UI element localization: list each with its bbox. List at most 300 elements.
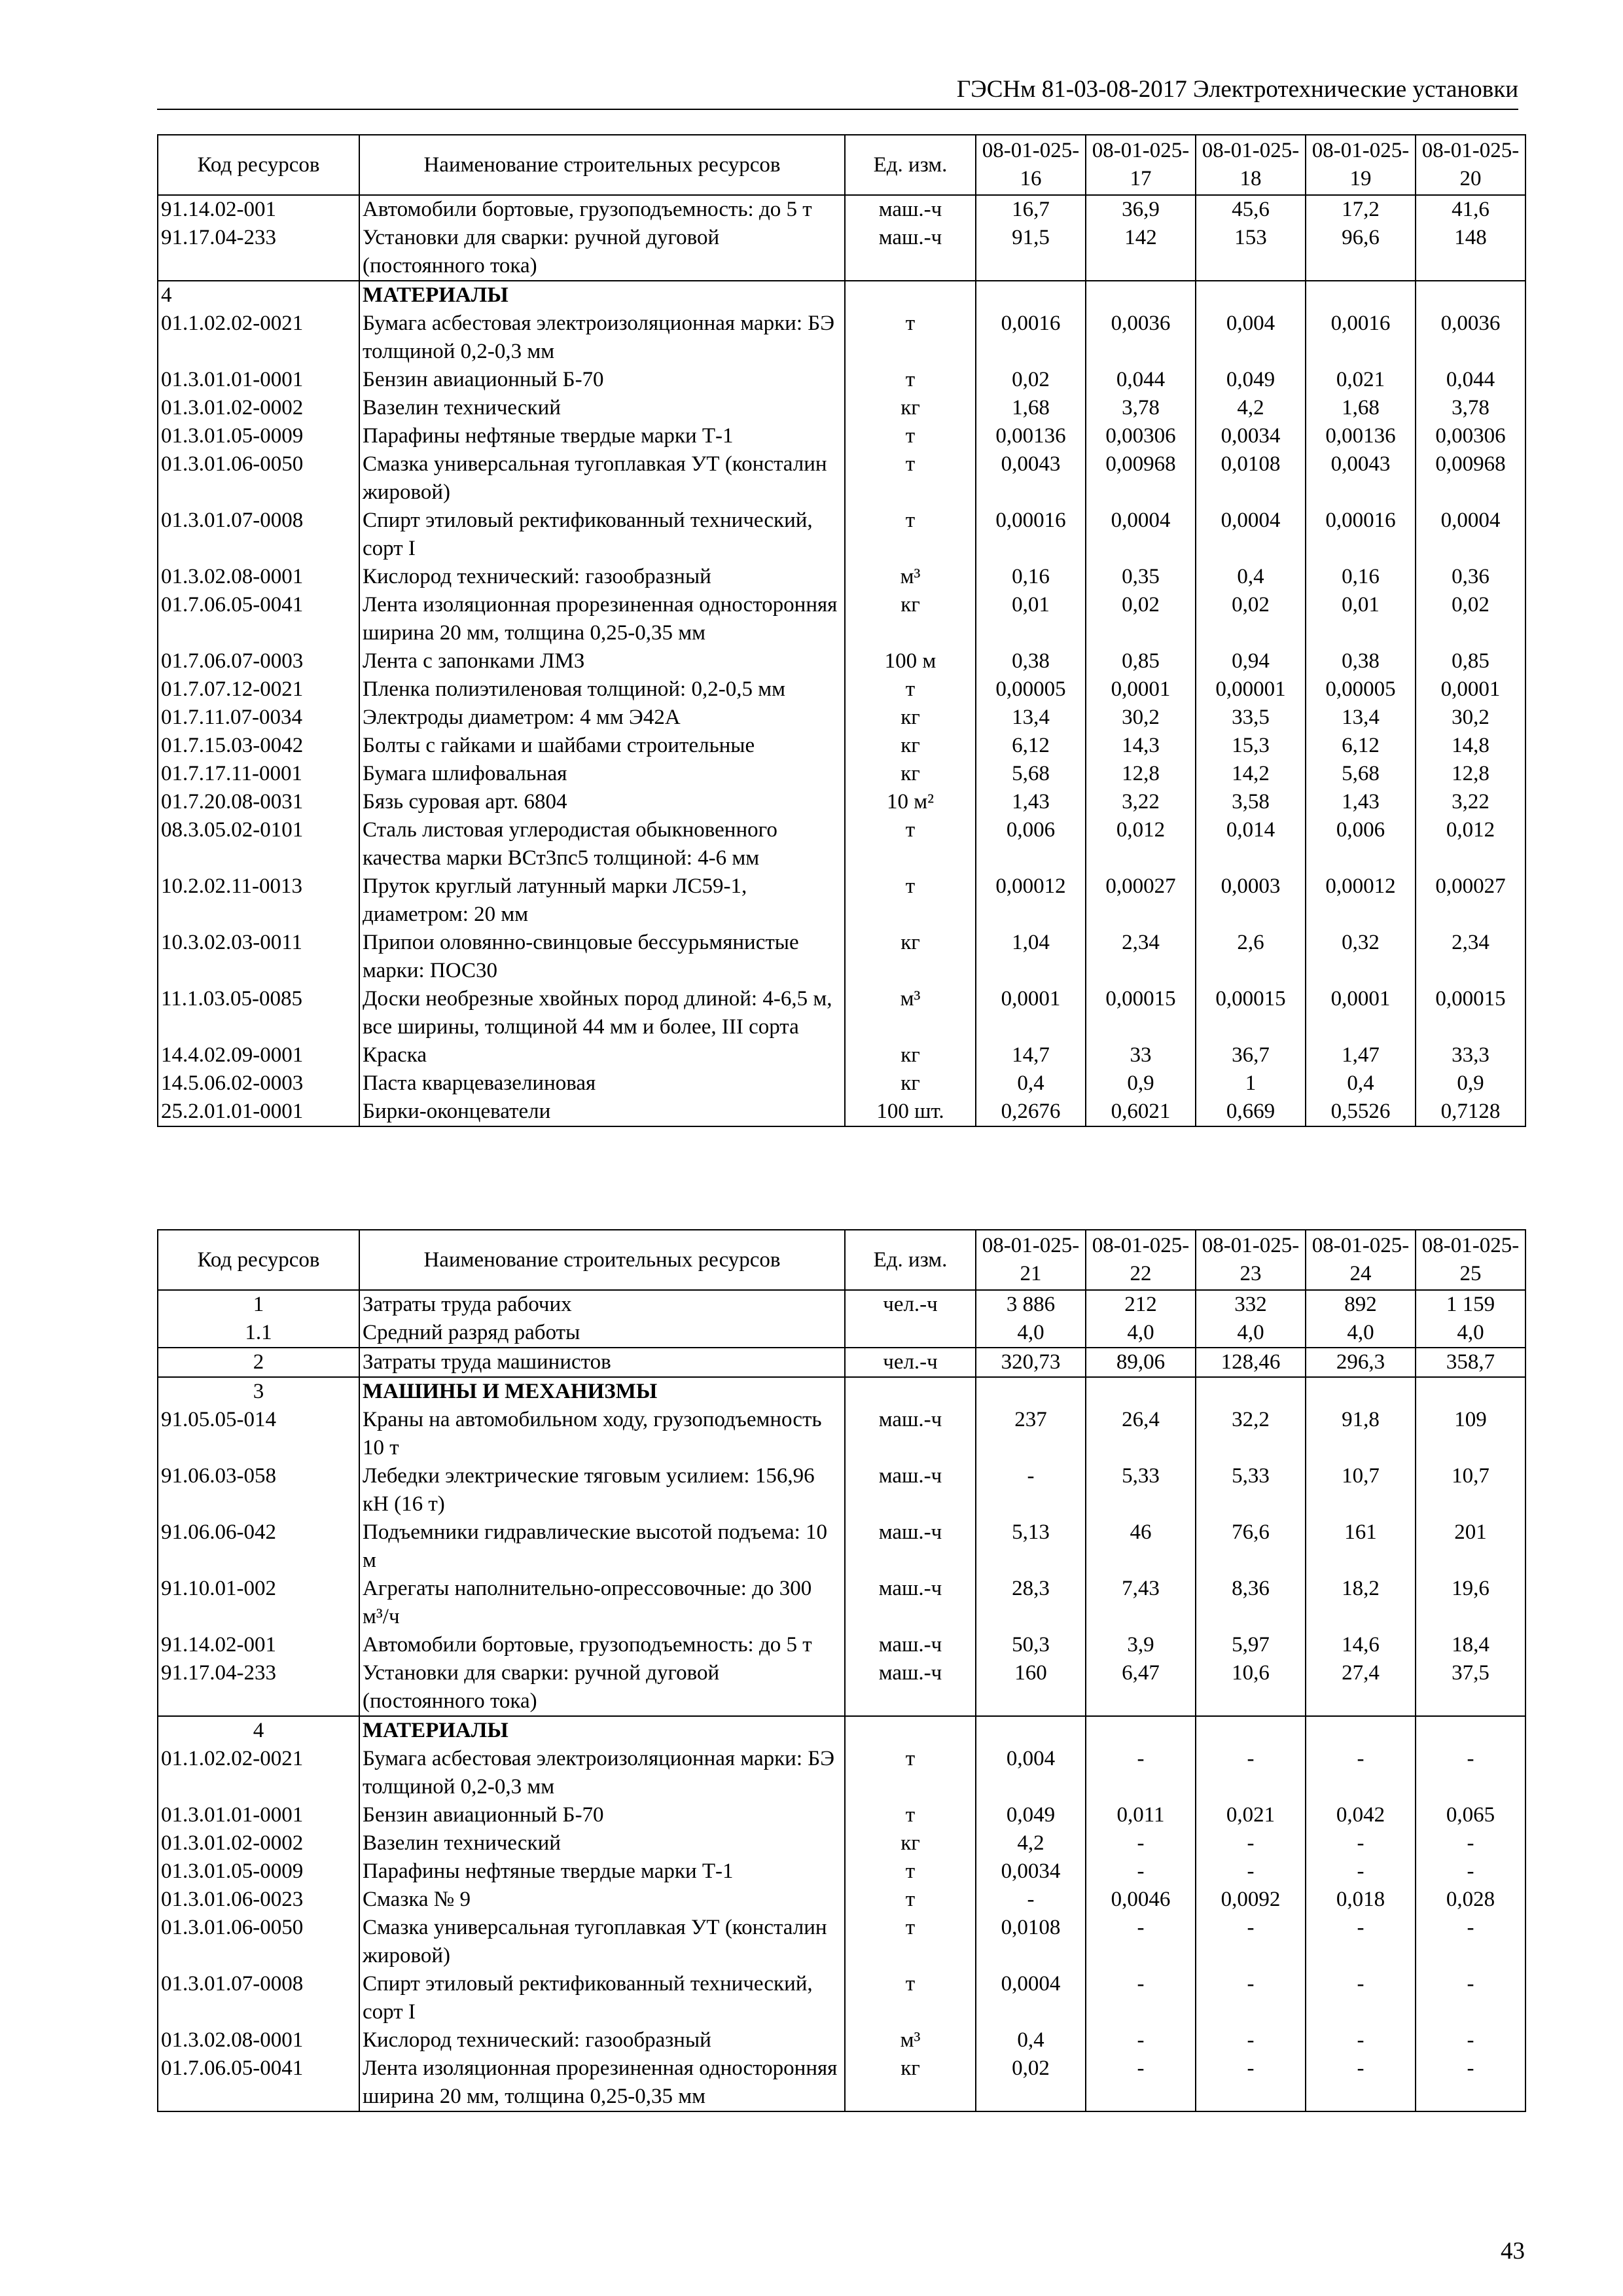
table-row <box>158 1041 1525 1069</box>
resource-unit: маш.-ч <box>845 1631 976 1659</box>
resource-code: 2 <box>158 1348 359 1377</box>
resource-unit: м³ <box>845 563 976 591</box>
norm-value: 358,7 <box>1416 1348 1525 1377</box>
resource-code: 01.7.07.12-0021 <box>158 675 359 704</box>
norm-value: 0,00027 <box>1416 872 1525 929</box>
norm-value: - <box>1086 2054 1196 2111</box>
norm-value: - <box>1086 1857 1196 1886</box>
norm-value: 128,46 <box>1196 1348 1306 1377</box>
resource-unit: кг <box>845 2054 976 2111</box>
resource-code: 01.3.02.08-0001 <box>158 563 359 591</box>
norm-value: 0,0001 <box>1086 675 1196 704</box>
resource-code: 01.7.11.07-0034 <box>158 704 359 732</box>
norm-value <box>1306 1716 1416 1745</box>
resource-unit: т <box>845 1970 976 2026</box>
resource-name: Кислород технический: газообразный <box>359 563 845 591</box>
table-row <box>158 985 1525 1041</box>
resource-name: Бензин авиационный Б-70 <box>359 366 845 394</box>
table-row <box>158 816 1525 872</box>
table-row <box>158 366 1525 394</box>
norm-value: - <box>1196 1857 1306 1886</box>
norm-value: 0,38 <box>976 647 1086 675</box>
norm-value: - <box>1416 1914 1525 1970</box>
norm-value: - <box>1306 2054 1416 2111</box>
resource-name: Спирт этиловый ректификованный технический, сорт I <box>359 507 845 563</box>
norm-value: 5,33 <box>1196 1462 1306 1518</box>
norm-value: 0,00012 <box>976 872 1086 929</box>
norm-value: 0,16 <box>976 563 1086 591</box>
norm-value: 0,01 <box>1306 591 1416 647</box>
resource-name: Смазка № 9 <box>359 1886 845 1914</box>
table-row <box>158 1462 1525 1518</box>
resource-code: 11.1.03.05-0085 <box>158 985 359 1041</box>
norm-value: 892 <box>1306 1290 1416 1319</box>
norm-value: - <box>976 1886 1086 1914</box>
resource-name: Лебедки электрические тяговым усилием: 156,96 кН (16 т) <box>359 1462 845 1518</box>
norm-value: 0,0001 <box>976 985 1086 1041</box>
resource-unit: кг <box>845 394 976 422</box>
col-header-code: Код ресурсов <box>158 135 359 195</box>
norm-value: 160 <box>976 1659 1086 1716</box>
norm-value: 5,68 <box>1306 760 1416 788</box>
norm-value: - <box>1306 1970 1416 2026</box>
norm-value: 0,006 <box>976 816 1086 872</box>
norm-value: 0,0092 <box>1196 1886 1306 1914</box>
norm-value: 0,004 <box>976 1745 1086 1801</box>
norm-value: 0,00012 <box>1306 872 1416 929</box>
resource-name: Сталь листовая углеродистая обыкновенного качества марки ВСт3пс5 толщиной: 4-6 мм <box>359 816 845 872</box>
norm-value <box>1086 1377 1196 1406</box>
norm-value <box>1306 281 1416 310</box>
resource-unit: маш.-ч <box>845 1659 976 1716</box>
resource-unit <box>845 1319 976 1348</box>
resources-table-1 <box>157 134 1526 1127</box>
table-row <box>158 2054 1525 2111</box>
resource-code: 01.7.17.11-0001 <box>158 760 359 788</box>
norm-value: 3,9 <box>1086 1631 1196 1659</box>
resource-unit: кг <box>845 591 976 647</box>
norm-value: 5,97 <box>1196 1631 1306 1659</box>
norm-value: 3,78 <box>1416 394 1525 422</box>
norm-value: 18,2 <box>1306 1575 1416 1631</box>
resource-code: 01.7.15.03-0042 <box>158 732 359 760</box>
norm-value: 0,011 <box>1086 1801 1196 1829</box>
norm-value: 46 <box>1086 1518 1196 1575</box>
resource-code: 01.3.01.05-0009 <box>158 422 359 450</box>
norm-value: - <box>1306 1914 1416 1970</box>
resource-unit: кг <box>845 1829 976 1857</box>
norm-value: 332 <box>1196 1290 1306 1319</box>
col-header-norm: 08-01-025-22 <box>1086 1230 1196 1290</box>
norm-value <box>1086 1716 1196 1745</box>
norm-value: - <box>1196 2026 1306 2054</box>
norm-value: 8,36 <box>1196 1575 1306 1631</box>
norm-value: 0,00136 <box>1306 422 1416 450</box>
resource-unit: маш.-ч <box>845 224 976 281</box>
resource-code: 4 <box>158 281 359 310</box>
col-header-norm: 08-01-025-23 <box>1196 1230 1306 1290</box>
table-row <box>158 1829 1525 1857</box>
resource-unit <box>845 281 976 310</box>
table-row <box>158 1801 1525 1829</box>
resource-code: 01.3.01.01-0001 <box>158 366 359 394</box>
resource-unit: т <box>845 872 976 929</box>
norm-value: - <box>1196 1745 1306 1801</box>
norm-value: 50,3 <box>976 1631 1086 1659</box>
resource-code: 01.3.02.08-0001 <box>158 2026 359 2054</box>
table-row <box>158 563 1525 591</box>
norm-value: - <box>1416 1745 1525 1801</box>
resource-code: 91.10.01-002 <box>158 1575 359 1631</box>
table-row <box>158 1290 1525 1319</box>
resource-name: Бензин авиационный Б-70 <box>359 1801 845 1829</box>
table-row <box>158 1886 1525 1914</box>
norm-value: 1,43 <box>1306 788 1416 816</box>
norm-value <box>976 1377 1086 1406</box>
resource-name: Средний разряд работы <box>359 1319 845 1348</box>
col-header-norm: 08-01-025-19 <box>1306 135 1416 195</box>
norm-value: 0,02 <box>1416 591 1525 647</box>
norm-value: 0,004 <box>1196 310 1306 366</box>
norm-value: - <box>1086 1914 1196 1970</box>
resource-code: 01.1.02.02-0021 <box>158 310 359 366</box>
norm-value: 0,36 <box>1416 563 1525 591</box>
norm-value: 5,68 <box>976 760 1086 788</box>
norm-value: 0,0001 <box>1306 985 1416 1041</box>
norm-value: 0,00015 <box>1086 985 1196 1041</box>
resource-unit: т <box>845 1857 976 1886</box>
norm-value: 0,049 <box>976 1801 1086 1829</box>
resource-code: 1.1 <box>158 1319 359 1348</box>
norm-value: 212 <box>1086 1290 1196 1319</box>
col-header-unit: Ед. изм. <box>845 135 976 195</box>
section-row <box>158 1348 1525 1377</box>
table-row <box>158 872 1525 929</box>
norm-value: 3,78 <box>1086 394 1196 422</box>
norm-value: - <box>1306 1857 1416 1886</box>
table-row <box>158 2026 1525 2054</box>
norm-value: 12,8 <box>1086 760 1196 788</box>
resource-name: Бумага асбестовая электроизоляционная марки: БЭ толщиной 0,2-0,3 мм <box>359 310 845 366</box>
norm-value: 0,00016 <box>976 507 1086 563</box>
norm-value: 0,028 <box>1416 1886 1525 1914</box>
resource-name: Спирт этиловый ректификованный технический, сорт I <box>359 1970 845 2026</box>
resource-name: Паста кварцевазелиновая <box>359 1069 845 1098</box>
resource-name: Пленка полиэтиленовая толщиной: 0,2-0,5 мм <box>359 675 845 704</box>
norm-value: 41,6 <box>1416 195 1525 224</box>
norm-value: 0,02 <box>976 2054 1086 2111</box>
resource-name: Вазелин технический <box>359 394 845 422</box>
resource-code: 91.17.04-233 <box>158 1659 359 1716</box>
norm-value: 18,4 <box>1416 1631 1525 1659</box>
resource-unit: т <box>845 310 976 366</box>
resource-unit: кг <box>845 704 976 732</box>
resource-name: Вазелин технический <box>359 1829 845 1857</box>
norm-value: 0,4 <box>976 2026 1086 2054</box>
resource-unit: т <box>845 675 976 704</box>
table-row <box>158 732 1525 760</box>
norm-value: 13,4 <box>976 704 1086 732</box>
norm-value: - <box>1416 1970 1525 2026</box>
resource-code: 25.2.01.01-0001 <box>158 1098 359 1126</box>
table-row <box>158 224 1525 281</box>
table-row <box>158 1069 1525 1098</box>
norm-value: 0,014 <box>1196 816 1306 872</box>
resource-name: Электроды диаметром: 4 мм Э42А <box>359 704 845 732</box>
resource-unit <box>845 1377 976 1406</box>
norm-value: 6,12 <box>976 732 1086 760</box>
table-row <box>158 929 1525 985</box>
section-row <box>158 1716 1525 1745</box>
resource-unit: маш.-ч <box>845 1518 976 1575</box>
norm-value: 2,34 <box>1416 929 1525 985</box>
norm-value: 2,6 <box>1196 929 1306 985</box>
norm-value: 148 <box>1416 224 1525 281</box>
resource-unit: 100 м <box>845 647 976 675</box>
norm-value: 296,3 <box>1306 1348 1416 1377</box>
norm-value: 19,6 <box>1416 1575 1525 1631</box>
resource-code: 91.14.02-001 <box>158 1631 359 1659</box>
norm-value: 27,4 <box>1306 1659 1416 1716</box>
resource-unit: маш.-ч <box>845 1406 976 1462</box>
norm-value: 3 886 <box>976 1290 1086 1319</box>
norm-value: 0,0001 <box>1416 675 1525 704</box>
resource-code: 10.2.02.11-0013 <box>158 872 359 929</box>
norm-value: 0,065 <box>1416 1801 1525 1829</box>
resource-unit: 100 шт. <box>845 1098 976 1126</box>
col-header-norm: 08-01-025-18 <box>1196 135 1306 195</box>
col-header-norm: 08-01-025-17 <box>1086 135 1196 195</box>
norm-value: 0,0036 <box>1086 310 1196 366</box>
resource-unit: т <box>845 1745 976 1801</box>
norm-value: 5,33 <box>1086 1462 1196 1518</box>
resource-name: Бумага асбестовая электроизоляционная марки: БЭ толщиной 0,2-0,3 мм <box>359 1745 845 1801</box>
table-row <box>158 1406 1525 1462</box>
norm-value: 15,3 <box>1196 732 1306 760</box>
norm-value: 4,0 <box>1416 1319 1525 1348</box>
table-row <box>158 507 1525 563</box>
norm-value: 153 <box>1196 224 1306 281</box>
norm-value: - <box>1086 1829 1196 1857</box>
norm-value: 0,00968 <box>1086 450 1196 507</box>
resource-unit: маш.-ч <box>845 1575 976 1631</box>
norm-value: 17,2 <box>1306 195 1416 224</box>
resource-name: Затраты труда машинистов <box>359 1348 845 1377</box>
norm-value: 1,47 <box>1306 1041 1416 1069</box>
table-row <box>158 1914 1525 1970</box>
resource-code: 01.3.01.07-0008 <box>158 1970 359 2026</box>
norm-value: 91,8 <box>1306 1406 1416 1462</box>
resource-code: 01.3.01.05-0009 <box>158 1857 359 1886</box>
norm-value: - <box>1416 2054 1525 2111</box>
resource-unit: кг <box>845 1069 976 1098</box>
norm-value: 142 <box>1086 224 1196 281</box>
table-row <box>158 675 1525 704</box>
norm-value: 0,018 <box>1306 1886 1416 1914</box>
resource-unit: т <box>845 507 976 563</box>
table-row <box>158 1659 1525 1716</box>
section-row <box>158 281 1525 310</box>
resource-code: 01.3.01.06-0050 <box>158 450 359 507</box>
col-header-name: Наименование строительных ресурсов <box>359 135 845 195</box>
resource-unit: маш.-ч <box>845 195 976 224</box>
resource-unit: т <box>845 1886 976 1914</box>
resource-unit: т <box>845 816 976 872</box>
section-row <box>158 1377 1525 1406</box>
col-header-norm: 08-01-025-21 <box>976 1230 1086 1290</box>
norm-value: 237 <box>976 1406 1086 1462</box>
resource-code: 01.1.02.02-0021 <box>158 1745 359 1801</box>
norm-value: - <box>976 1462 1086 1518</box>
table-row <box>158 704 1525 732</box>
norm-value: 0,0046 <box>1086 1886 1196 1914</box>
norm-value: 10,6 <box>1196 1659 1306 1716</box>
norm-value: 0,012 <box>1086 816 1196 872</box>
norm-value: - <box>1196 1829 1306 1857</box>
norm-value: 0,32 <box>1306 929 1416 985</box>
norm-value: 0,9 <box>1086 1069 1196 1098</box>
resource-code: 91.14.02-001 <box>158 195 359 224</box>
norm-value: 3,22 <box>1086 788 1196 816</box>
resource-code: 14.4.02.09-0001 <box>158 1041 359 1069</box>
norm-value: 5,13 <box>976 1518 1086 1575</box>
norm-value: 0,044 <box>1416 366 1525 394</box>
resource-unit: кг <box>845 760 976 788</box>
resource-unit: т <box>845 450 976 507</box>
resource-name: Затраты труда рабочих <box>359 1290 845 1319</box>
norm-value: 76,6 <box>1196 1518 1306 1575</box>
norm-value: 0,4 <box>1196 563 1306 591</box>
table-row <box>158 1575 1525 1631</box>
norm-value: - <box>1416 1857 1525 1886</box>
norm-value: 28,3 <box>976 1575 1086 1631</box>
col-header-unit: Ед. изм. <box>845 1230 976 1290</box>
norm-value: 4,2 <box>1196 394 1306 422</box>
norm-value: 10,7 <box>1416 1462 1525 1518</box>
resource-unit: 10 м² <box>845 788 976 816</box>
norm-value: 14,7 <box>976 1041 1086 1069</box>
norm-value: 0,0034 <box>976 1857 1086 1886</box>
resource-name: Автомобили бортовые, грузоподъемность: до 5 т <box>359 1631 845 1659</box>
resource-name: Лента изоляционная прорезиненная односторонняя ширина 20 мм, толщина 0,25-0,35 мм <box>359 591 845 647</box>
resource-code: 08.3.05.02-0101 <box>158 816 359 872</box>
resource-name: Болты с гайками и шайбами строительные <box>359 732 845 760</box>
col-header-norm: 08-01-025-24 <box>1306 1230 1416 1290</box>
resource-code: 01.7.06.05-0041 <box>158 591 359 647</box>
resource-name: Автомобили бортовые, грузоподъемность: до 5 т <box>359 195 845 224</box>
norm-value: 0,4 <box>976 1069 1086 1098</box>
resource-code: 4 <box>158 1716 359 1745</box>
resource-code: 3 <box>158 1377 359 1406</box>
resource-name: МАШИНЫ И МЕХАНИЗМЫ <box>359 1377 845 1406</box>
resource-name: Припои оловянно-свинцовые бессурьмянистые марки: ПОС30 <box>359 929 845 985</box>
norm-value: 0,00016 <box>1306 507 1416 563</box>
norm-value: 0,6021 <box>1086 1098 1196 1126</box>
table-row <box>158 1745 1525 1801</box>
norm-value: 91,5 <box>976 224 1086 281</box>
norm-value: 0,021 <box>1196 1801 1306 1829</box>
resource-unit: кг <box>845 929 976 985</box>
norm-value: 0,0016 <box>1306 310 1416 366</box>
norm-value: 6,12 <box>1306 732 1416 760</box>
norm-value: - <box>1416 2026 1525 2054</box>
norm-value: 1,68 <box>976 394 1086 422</box>
norm-value: 0,01 <box>976 591 1086 647</box>
norm-value: 1,04 <box>976 929 1086 985</box>
col-header-norm: 08-01-025-25 <box>1416 1230 1525 1290</box>
norm-value: 14,8 <box>1416 732 1525 760</box>
norm-value: 0,02 <box>976 366 1086 394</box>
norm-value: 33,5 <box>1196 704 1306 732</box>
resource-name: Краны на автомобильном ходу, грузоподъемность 10 т <box>359 1406 845 1462</box>
norm-value <box>1416 1716 1525 1745</box>
norm-value: - <box>1306 2026 1416 2054</box>
norm-value: - <box>1416 1829 1525 1857</box>
norm-value: 96,6 <box>1306 224 1416 281</box>
norm-value: - <box>1086 1970 1196 2026</box>
resource-code: 01.7.06.05-0041 <box>158 2054 359 2111</box>
norm-value: - <box>1086 2026 1196 2054</box>
norm-value <box>1196 281 1306 310</box>
norm-value: 0,0003 <box>1196 872 1306 929</box>
norm-value: 0,0043 <box>1306 450 1416 507</box>
resource-unit: м³ <box>845 2026 976 2054</box>
norm-value: 0,5526 <box>1306 1098 1416 1126</box>
norm-value: 4,0 <box>1196 1319 1306 1348</box>
norm-value: 33 <box>1086 1041 1196 1069</box>
norm-value <box>1086 281 1196 310</box>
norm-value: - <box>1196 1970 1306 2026</box>
norm-value: 3,58 <box>1196 788 1306 816</box>
norm-value: 0,0016 <box>976 310 1086 366</box>
resource-code: 91.05.05-014 <box>158 1406 359 1462</box>
resource-code: 01.3.01.07-0008 <box>158 507 359 563</box>
norm-value: 0,4 <box>1306 1069 1416 1098</box>
norm-value: 32,2 <box>1196 1406 1306 1462</box>
norm-value: 0,006 <box>1306 816 1416 872</box>
norm-value: 0,0108 <box>1196 450 1306 507</box>
norm-value: 0,02 <box>1196 591 1306 647</box>
table-row <box>158 647 1525 675</box>
resource-code: 01.3.01.06-0023 <box>158 1886 359 1914</box>
norm-value: 0,0004 <box>1416 507 1525 563</box>
col-header-norm: 08-01-025-16 <box>976 135 1086 195</box>
norm-value: 0,044 <box>1086 366 1196 394</box>
norm-value: 1,43 <box>976 788 1086 816</box>
norm-value: 0,85 <box>1086 647 1196 675</box>
norm-value <box>1196 1716 1306 1745</box>
norm-value: 0,00306 <box>1416 422 1525 450</box>
col-header-name: Наименование строительных ресурсов <box>359 1230 845 1290</box>
table-row <box>158 394 1525 422</box>
norm-value: 0,00005 <box>976 675 1086 704</box>
norm-value: 0,042 <box>1306 1801 1416 1829</box>
resource-code: 01.7.06.07-0003 <box>158 647 359 675</box>
table-row <box>158 310 1525 366</box>
norm-value: 0,02 <box>1086 591 1196 647</box>
resource-code: 91.17.04-233 <box>158 224 359 281</box>
table-row <box>158 1319 1525 1348</box>
norm-value: 0,00015 <box>1196 985 1306 1041</box>
norm-value: 0,012 <box>1416 816 1525 872</box>
norm-value: 13,4 <box>1306 704 1416 732</box>
resource-name: Подъемники гидравлические высотой подъема: 10 м <box>359 1518 845 1575</box>
norm-value <box>1196 1377 1306 1406</box>
norm-value: 0,00005 <box>1306 675 1416 704</box>
table-row <box>158 1098 1525 1126</box>
resource-name: Лента с запонками ЛМЗ <box>359 647 845 675</box>
norm-value: 0,35 <box>1086 563 1196 591</box>
